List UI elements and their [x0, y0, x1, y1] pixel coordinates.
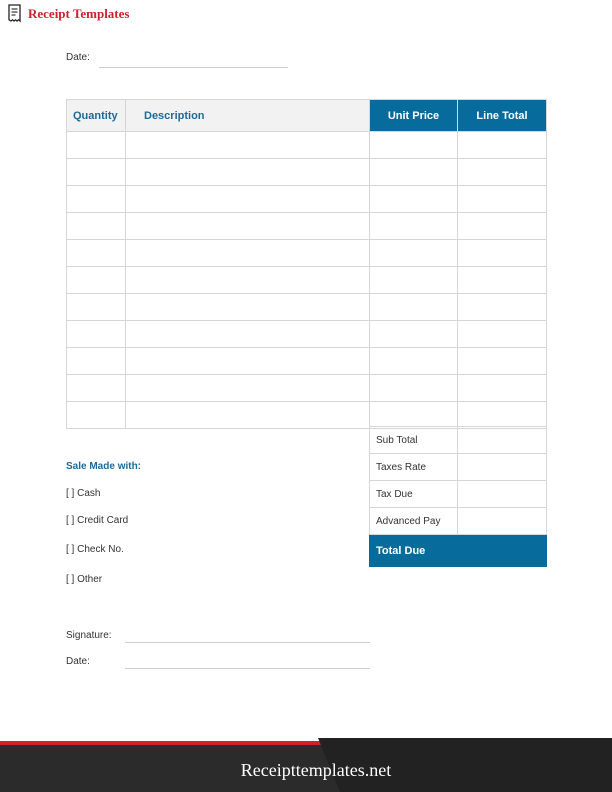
brand-logo: [6, 4, 129, 24]
payment-option-other[interactable]: [ ] Other: [66, 574, 103, 585]
taxes-rate-label: Taxes Rate: [370, 454, 458, 481]
quantity-cell[interactable]: [67, 186, 126, 213]
line-total-cell[interactable]: [458, 186, 547, 213]
total-due-label: Total Due: [370, 535, 458, 567]
unit-price-cell[interactable]: [370, 402, 458, 429]
line-total-cell[interactable]: [458, 294, 547, 321]
table-row: [67, 240, 547, 267]
description-cell[interactable]: [126, 294, 370, 321]
line-total-cell[interactable]: [458, 402, 547, 429]
totals-row-advanced-pay: [370, 508, 547, 535]
date-field[interactable]: [99, 67, 288, 68]
unit-price-cell[interactable]: [370, 267, 458, 294]
quantity-cell[interactable]: [67, 159, 126, 186]
totals-row-subtotal: [370, 427, 547, 454]
payment-option-cash[interactable]: [ ] Cash: [66, 488, 101, 499]
quantity-cell[interactable]: [67, 213, 126, 240]
signature-field[interactable]: [125, 642, 370, 643]
receipt-icon: [6, 4, 24, 24]
signature-date-field[interactable]: [125, 668, 370, 669]
quantity-cell[interactable]: [67, 375, 126, 402]
quantity-cell[interactable]: [67, 267, 126, 294]
advanced-pay-value[interactable]: [458, 508, 547, 535]
quantity-cell[interactable]: [67, 402, 126, 429]
line-total-cell[interactable]: [458, 132, 547, 159]
description-cell[interactable]: [126, 186, 370, 213]
table-row: [67, 267, 547, 294]
payment-option-check[interactable]: [ ] Check No.: [66, 544, 124, 555]
table-row: [67, 348, 547, 375]
unit-price-cell[interactable]: [370, 213, 458, 240]
table-row: [67, 213, 547, 240]
column-header-description: Description: [126, 100, 370, 132]
line-total-cell[interactable]: [458, 348, 547, 375]
line-total-cell[interactable]: [458, 159, 547, 186]
description-cell[interactable]: [126, 213, 370, 240]
unit-price-cell[interactable]: [370, 294, 458, 321]
total-due-value[interactable]: [458, 535, 547, 567]
quantity-cell[interactable]: [67, 294, 126, 321]
table-row: [67, 186, 547, 213]
totals-row-taxes-rate: [370, 454, 547, 481]
signature-label: Signature:: [66, 630, 112, 641]
unit-price-cell[interactable]: [370, 159, 458, 186]
totals-row-tax-due: [370, 481, 547, 508]
signature-date-label: Date:: [66, 656, 90, 667]
line-total-cell[interactable]: [458, 213, 547, 240]
unit-price-cell[interactable]: [370, 186, 458, 213]
description-cell[interactable]: [126, 348, 370, 375]
quantity-cell[interactable]: [67, 240, 126, 267]
unit-price-cell[interactable]: [370, 321, 458, 348]
advanced-pay-label: Advanced Pay: [370, 508, 458, 535]
footer-site-name: Receipttemplates.net: [240, 760, 392, 780]
tax-due-value[interactable]: [458, 481, 547, 508]
subtotal-value[interactable]: [458, 427, 547, 454]
description-cell[interactable]: [126, 267, 370, 294]
column-header-line-total: Line Total: [458, 100, 547, 132]
quantity-cell[interactable]: [67, 348, 126, 375]
quantity-cell[interactable]: [67, 132, 126, 159]
table-row: [67, 132, 547, 159]
taxes-rate-value[interactable]: [458, 454, 547, 481]
subtotal-label: Sub Total: [370, 427, 458, 454]
column-header-quantity: Quantity: [67, 100, 126, 132]
table-row: [67, 402, 547, 429]
description-cell[interactable]: [126, 159, 370, 186]
totals-row-total-due: [370, 535, 547, 567]
description-cell[interactable]: [126, 321, 370, 348]
table-row: [67, 159, 547, 186]
unit-price-cell[interactable]: [370, 240, 458, 267]
unit-price-cell[interactable]: [370, 132, 458, 159]
table-row: [67, 375, 547, 402]
sale-made-with-title: Sale Made with:: [66, 461, 142, 472]
column-header-unit-price: Unit Price: [370, 100, 458, 132]
footer-banner: [0, 738, 612, 792]
date-label: Date:: [66, 52, 90, 63]
brand-name: Receipt Templates: [28, 6, 130, 21]
description-cell[interactable]: [126, 240, 370, 267]
quantity-cell[interactable]: [67, 321, 126, 348]
description-cell[interactable]: [126, 375, 370, 402]
totals-table: [369, 426, 547, 567]
line-total-cell[interactable]: [458, 267, 547, 294]
description-cell[interactable]: [126, 132, 370, 159]
line-total-cell[interactable]: [458, 375, 547, 402]
payment-option-credit-card[interactable]: [ ] Credit Card: [66, 515, 129, 526]
table-row: [67, 294, 547, 321]
unit-price-cell[interactable]: [370, 375, 458, 402]
tax-due-label: Tax Due: [370, 481, 458, 508]
description-cell[interactable]: [126, 402, 370, 429]
table-row: [67, 321, 547, 348]
items-header-row: [67, 100, 547, 132]
items-table: [66, 99, 547, 429]
unit-price-cell[interactable]: [370, 348, 458, 375]
line-total-cell[interactable]: [458, 240, 547, 267]
line-total-cell[interactable]: [458, 321, 547, 348]
